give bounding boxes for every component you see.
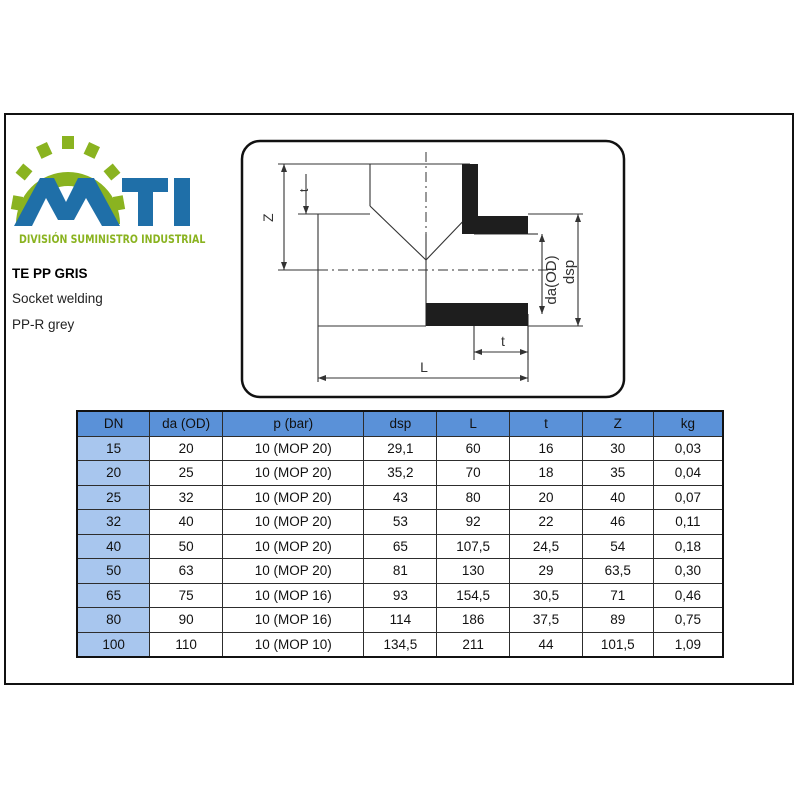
table-row <box>77 559 723 584</box>
table-cell: 46 <box>582 510 653 535</box>
table-cell: 10 (MOP 20) <box>223 436 364 461</box>
l-dimension-label: L <box>420 359 428 375</box>
table-row <box>77 534 723 559</box>
column-header: t <box>510 411 583 436</box>
table-cell: 0,30 <box>653 559 723 584</box>
table-cell: 134,5 <box>364 632 437 657</box>
column-header: da (OD) <box>150 411 223 436</box>
table-cell: 63,5 <box>582 559 653 584</box>
column-header: Z <box>582 411 653 436</box>
dn-cell: 50 <box>77 559 150 584</box>
table-cell: 70 <box>437 461 510 486</box>
table-cell: 20 <box>150 436 223 461</box>
table-cell: 53 <box>364 510 437 535</box>
table-cell: 211 <box>437 632 510 657</box>
dn-cell: 15 <box>77 436 150 461</box>
table-cell: 80 <box>437 485 510 510</box>
table-row <box>77 608 723 633</box>
table-cell: 90 <box>150 608 223 633</box>
table-cell: 0,04 <box>653 461 723 486</box>
table-cell: 44 <box>510 632 583 657</box>
t-bottom-dimension-label: t <box>501 333 505 349</box>
dn-cell: 100 <box>77 632 150 657</box>
table-cell: 107,5 <box>437 534 510 559</box>
table-cell: 22 <box>510 510 583 535</box>
column-header: p (bar) <box>223 411 364 436</box>
dn-cell: 65 <box>77 583 150 608</box>
table-cell: 0,46 <box>653 583 723 608</box>
column-header: dsp <box>364 411 437 436</box>
table-cell: 0,11 <box>653 510 723 535</box>
table-cell: 43 <box>364 485 437 510</box>
table-cell: 25 <box>150 461 223 486</box>
table-header-row <box>77 411 723 436</box>
mti-logo <box>10 128 210 248</box>
table-cell: 10 (MOP 10) <box>223 632 364 657</box>
table-cell: 81 <box>364 559 437 584</box>
table-cell: 40 <box>150 510 223 535</box>
table-cell: 32 <box>150 485 223 510</box>
table-cell: 0,03 <box>653 436 723 461</box>
table-cell: 65 <box>364 534 437 559</box>
table-row <box>77 436 723 461</box>
dn-cell: 40 <box>77 534 150 559</box>
table-cell: 60 <box>437 436 510 461</box>
table-cell: 10 (MOP 20) <box>223 559 364 584</box>
table-cell: 40 <box>582 485 653 510</box>
column-header: L <box>437 411 510 436</box>
table-cell: 130 <box>437 559 510 584</box>
table-cell: 89 <box>582 608 653 633</box>
table-row <box>77 632 723 657</box>
table-cell: 30,5 <box>510 583 583 608</box>
table-cell: 10 (MOP 16) <box>223 608 364 633</box>
table-cell: 114 <box>364 608 437 633</box>
table-cell: 10 (MOP 20) <box>223 510 364 535</box>
table-cell: 16 <box>510 436 583 461</box>
table-cell: 0,18 <box>653 534 723 559</box>
table-cell: 10 (MOP 20) <box>223 534 364 559</box>
table-cell: 75 <box>150 583 223 608</box>
z-dimension-label: Z <box>260 213 276 222</box>
table-cell: 20 <box>510 485 583 510</box>
table-cell: 110 <box>150 632 223 657</box>
table-cell: 10 (MOP 16) <box>223 583 364 608</box>
table-cell: 101,5 <box>582 632 653 657</box>
table-cell: 10 (MOP 20) <box>223 461 364 486</box>
table-cell: 186 <box>437 608 510 633</box>
dn-cell: 32 <box>77 510 150 535</box>
product-description-2: PP-R grey <box>12 317 75 332</box>
product-title: TE PP GRIS <box>12 266 88 281</box>
table-cell: 10 (MOP 20) <box>223 485 364 510</box>
table-cell: 54 <box>582 534 653 559</box>
table-cell: 93 <box>364 583 437 608</box>
table-cell: 37,5 <box>510 608 583 633</box>
dimension-table <box>76 410 724 658</box>
table-cell: 35,2 <box>364 461 437 486</box>
dn-cell: 80 <box>77 608 150 633</box>
dsp-dimension-label: dsp <box>561 259 578 285</box>
dn-cell: 20 <box>77 461 150 486</box>
table-cell: 18 <box>510 461 583 486</box>
column-header: DN <box>77 411 150 436</box>
table-cell: 71 <box>582 583 653 608</box>
table-cell: 30 <box>582 436 653 461</box>
table-cell: 35 <box>582 461 653 486</box>
table-row <box>77 510 723 535</box>
table-cell: 50 <box>150 534 223 559</box>
table-cell: 92 <box>437 510 510 535</box>
table-cell: 154,5 <box>437 583 510 608</box>
table-cell: 63 <box>150 559 223 584</box>
table-cell: 24,5 <box>510 534 583 559</box>
table-cell: 29 <box>510 559 583 584</box>
table-cell: 1,09 <box>653 632 723 657</box>
da-dimension-label: da(OD) <box>543 255 560 305</box>
t-top-dimension-label: t <box>297 188 311 192</box>
table-row <box>77 485 723 510</box>
dn-cell: 25 <box>77 485 150 510</box>
table-cell: 0,75 <box>653 608 723 633</box>
table-cell: 29,1 <box>364 436 437 461</box>
logo-subtitle: DIVISIÓN SUMINISTRO INDUSTRIAL <box>19 232 206 246</box>
product-description-1: Socket welding <box>12 291 103 306</box>
tee-technical-drawing <box>238 138 628 400</box>
table-cell: 0,07 <box>653 485 723 510</box>
table-row <box>77 461 723 486</box>
table-row <box>77 583 723 608</box>
column-header: kg <box>653 411 723 436</box>
